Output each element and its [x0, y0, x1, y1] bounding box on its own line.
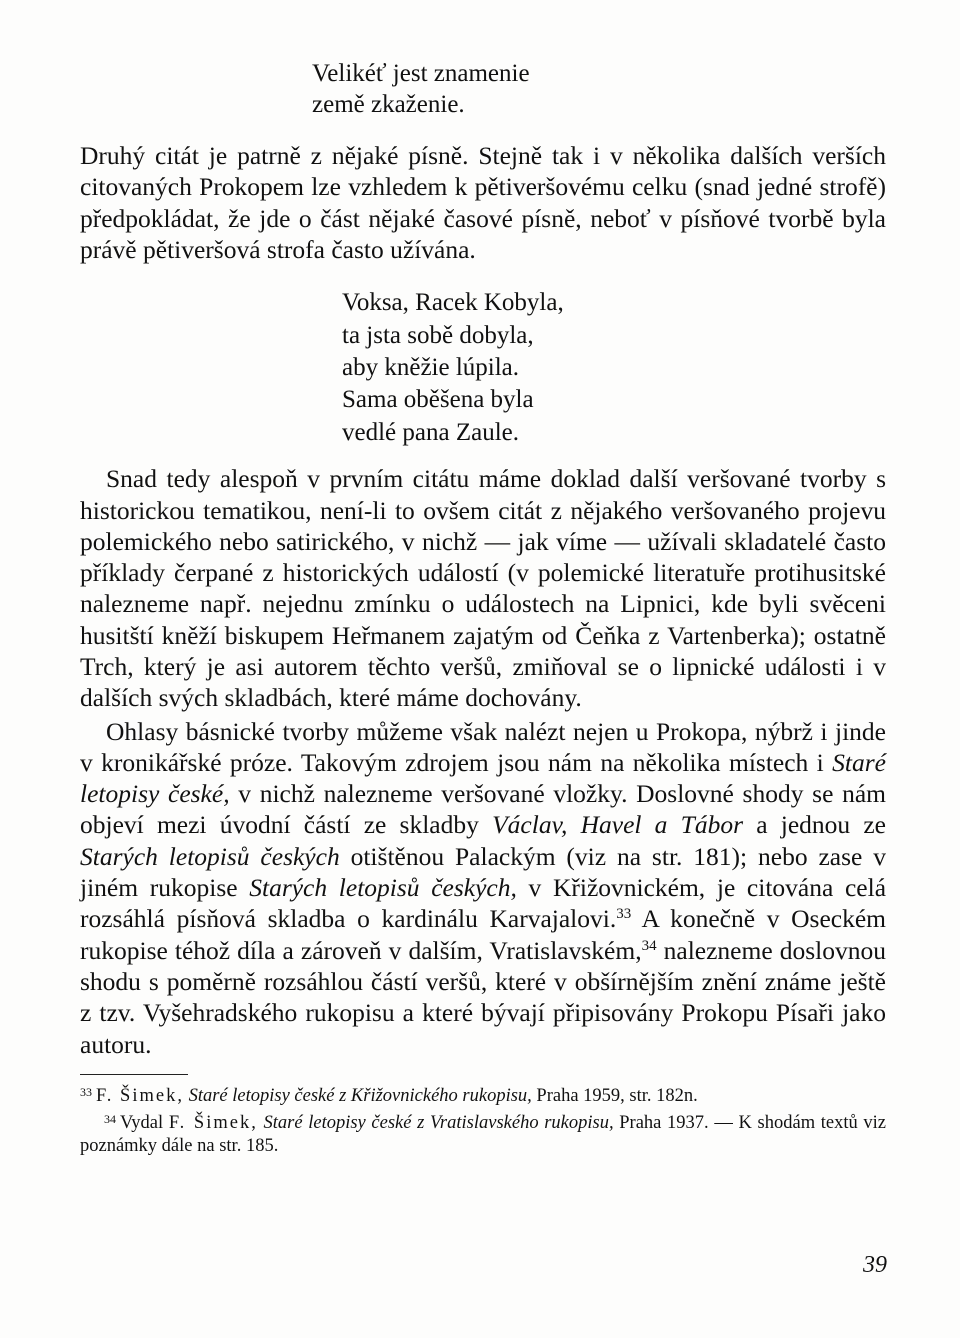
- footnote-34: [80, 1108, 886, 1158]
- footnote-pre: Vydal: [120, 1112, 169, 1133]
- verse-line: Sama oběšena byla: [342, 386, 534, 414]
- text-run: A konečně v Oseckém rukopise téhož díla a zároveň v dalším, Vratislavském,: [80, 904, 886, 965]
- footnote-separator: [80, 1074, 188, 1075]
- verse-line: Voksa, Racek Kobyla,: [342, 289, 564, 317]
- text-run: otištěnou Palackým (viz na str. 181); nebo zase v jiném rukopise: [80, 841, 886, 903]
- verse-line: Velikéť jest znamenie: [312, 60, 530, 87]
- text-run: v nichž nalezneme veršované vložky. Doslovné shody se nám objeví mezi úvodní částí ze skladby: [80, 779, 886, 840]
- italic-title: Staré letopisy české,: [80, 747, 886, 809]
- footnote-title: Staré letopisy české z Vratislavského rukopisu,: [263, 1112, 614, 1133]
- footnote-33: [80, 1081, 886, 1108]
- verse-line: aby kněžie lúpila.: [342, 354, 520, 381]
- verse-quote-2: [342, 287, 886, 449]
- footnote-ref-34[interactable]: 34: [641, 937, 657, 954]
- verse-line: ta jsta sobě dobyla,: [342, 321, 534, 349]
- italic-title: Václav, Havel a Tábor: [492, 810, 743, 840]
- paragraph-3: [80, 716, 886, 1060]
- verse-line: země zkaženie.: [312, 91, 465, 118]
- italic-title: Starých letopisů českých,: [249, 873, 517, 903]
- verse-line: vedlé pana Zaule.: [342, 418, 519, 446]
- footnote-ref-33[interactable]: 33: [616, 906, 632, 923]
- text-run: nalezneme doslovnou shodu s poměrně rozsáhlou částí veršů, které v obšírnějším znění známe ještě z tzv. Vyšehradského rukopisu a které bývají připisovány Prokopu Písaři jako autoru.: [80, 935, 886, 1059]
- footnote-author: F. Šimek,: [168, 1112, 258, 1133]
- paragraph-1: Druhý citát je patrně z nějaké písně. Stejně tak i v několika dalších verších citovaných Prokopem lze vzhledem k pětiveršovému celku (snad jedné strofě) předpokládat, že jde o část nějaké časové písně, neboť v písňové tvorbě byla právě pětiveršová strofa často užívána.: [80, 141, 886, 264]
- footnote-number: 33: [80, 1084, 92, 1099]
- page-body: [80, 58, 886, 1158]
- paragraph-2: Snad tedy alespoň v prvním citátu máme doklad další veršované tvorby s historickou tematikou, není-li to ovšem citát z nějakého veršovaného projevu polemického nebo satirického, v nichž — jak víme — užívali skladatelé často příklady čerpané z historických událostí (v polemické literatuře protihusitské nalezneme např. nejednu zmínku o událostech na Lipnici, kde byli svěceni husitští kněží biskupem Heřmanem zajatým od Čeňka z Vartenberka); ostatně Trch, který je asi autorem těchto veršů, zmiňoval se o lipnické události i v dalších svých skladbách, které máme dochovány.: [80, 464, 886, 713]
- footnote-title: Staré letopisy české z Křižovnického rukopisu,: [188, 1085, 532, 1106]
- footnote-number: 34: [104, 1111, 116, 1126]
- verse-quote-1: [312, 58, 886, 120]
- text-run: a jednou ze: [743, 810, 886, 840]
- footnote-rest: Praha 1959, str. 182n.: [531, 1085, 698, 1106]
- page-number: 39: [863, 1252, 887, 1278]
- text-run: v Křižovnickém, je citována celá rozsáhlá písňová skladba o kardinálu Karvajalovi.: [80, 873, 887, 934]
- footnote-rest: Praha 1937. — K shodám textů viz poznámky dále na str. 185.: [80, 1112, 886, 1156]
- footnote-author: F. Šimek,: [96, 1085, 184, 1106]
- text-run: Ohlasy básnické tvorby můžeme však nalézt nejen u Prokopa, nýbrž i jinde v kronikářské próze. Takovým zdrojem jsou nám na několika místech i: [80, 716, 886, 777]
- italic-title: Starých letopisů českých: [80, 841, 340, 871]
